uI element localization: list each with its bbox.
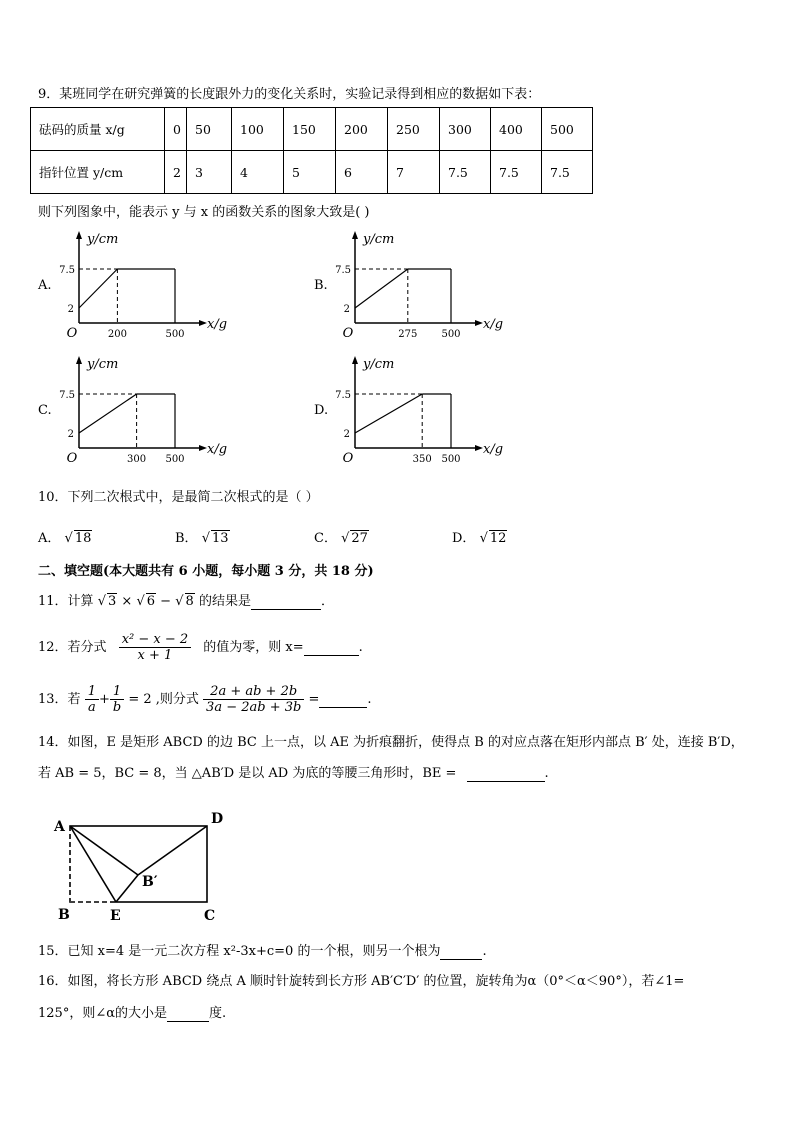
option-letter-c[interactable]: C. [38, 403, 52, 418]
x-axis-label: x/g [483, 317, 504, 332]
q16-end: 度. [209, 1006, 227, 1021]
tick-label-500: 500 [165, 454, 185, 465]
q14-line1: 14．如图，E 是矩形 ABCD 的边 BC 上一点，以 AE 为折痕翻折，使得点 B 的对应点落在矩形内部点 B′ 处，连接 B′D， [38, 735, 744, 750]
rising-segment [355, 269, 408, 308]
numerator: 1 [110, 684, 124, 700]
tick-label-7-5: 7.5 [335, 390, 351, 401]
option-letter-d[interactable]: D. [314, 403, 329, 418]
q16-line2-text: 125°，则∠α的大小是 [38, 1006, 167, 1021]
y-axis-label: y/cm [87, 357, 119, 372]
answer-blank[interactable] [304, 640, 359, 656]
q12-end: . [358, 640, 363, 655]
numerator: 2a + ab + 2b [203, 684, 304, 700]
tick-label-2: 2 [67, 304, 74, 315]
fraction [85, 684, 99, 715]
label-a: A [54, 819, 65, 835]
y-axis-label: y/cm [363, 232, 395, 247]
q9-question: 则下列图象中，能表示 y 与 x 的函数关系的图象大致是( ) [38, 205, 370, 220]
graph-option-d[interactable] [331, 350, 504, 470]
q14-figure [50, 805, 240, 925]
tick-label-2: 2 [67, 429, 74, 440]
fraction [110, 684, 124, 715]
equals-sign: = [308, 692, 320, 707]
q13-end: . [367, 692, 372, 707]
radicand: 27 [351, 531, 368, 546]
q14-line2-text: 若 AB = 5，BC = 8，当 △AB′D 是以 AD 为底的等腰三角形时，BE = [38, 766, 457, 781]
q11 [38, 590, 334, 610]
numerator: 1 [85, 684, 99, 700]
tick-label-500: 500 [441, 454, 461, 465]
origin-label: O [66, 451, 78, 466]
table-cell: 4 [232, 151, 284, 194]
q15-text: 15．已知 x=4 是一元二次方程 x²-3x+c=0 的一个根，则另一个根为 [38, 944, 441, 959]
table-cell: 150 [284, 108, 336, 151]
q13-condition: = 2 ,则分式 [128, 692, 199, 707]
q12-suffix: 的值为零，则 x= [203, 640, 304, 655]
denominator: x + 1 [137, 648, 173, 663]
q16-line1: 16．如图，将长方形 ABCD 绕点 A 顺时针旋转到长方形 AB′C′D′ 的位置，旋转角为α（0°＜α＜90°），若∠1= [38, 974, 685, 989]
q9-data-table [30, 107, 593, 194]
line-ab-prime [70, 826, 138, 875]
radicand: 12 [489, 531, 507, 546]
origin-label: O [342, 326, 354, 341]
y-axis-arrow-icon [352, 356, 358, 364]
table-cell: 5 [284, 151, 336, 194]
q10-option-b[interactable] [175, 527, 230, 546]
q12-prefix: 12．若分式 [38, 640, 107, 655]
table-cell: 3 [187, 151, 232, 194]
q12 [38, 632, 363, 663]
table-cell: 100 [232, 108, 284, 151]
row1-label: 砝码的质量 x/g [31, 108, 165, 151]
table-row-mass [31, 108, 593, 151]
radical-icon: √ [341, 531, 350, 546]
tick-label-break: 275 [398, 329, 418, 340]
numerator: x² − x − 2 [119, 632, 191, 648]
option-letter: C． [314, 531, 337, 546]
answer-blank[interactable] [467, 766, 545, 782]
line-b-prime-d [138, 826, 207, 875]
fraction [203, 684, 304, 715]
line-ae [70, 826, 116, 902]
option-letter: D． [452, 531, 476, 546]
radical-icon: √ [175, 594, 184, 609]
table-cell: 500 [542, 108, 593, 151]
option-letter: A． [38, 531, 61, 546]
tick-label-500: 500 [441, 329, 461, 340]
graph-option-c[interactable] [55, 350, 228, 470]
q11-suffix: 的结果是 [198, 594, 251, 609]
answer-blank[interactable] [319, 692, 367, 708]
q10-stem: 10．下列二次根式中，是最简二次根式的是（ ） [38, 490, 319, 505]
denominator: a [87, 700, 96, 715]
tick-label-2: 2 [343, 429, 350, 440]
tick-label-break: 350 [412, 454, 432, 465]
answer-blank[interactable] [440, 944, 482, 960]
tick-label-2: 2 [343, 304, 350, 315]
q14-line2 [38, 762, 549, 782]
radicand: 3 [107, 594, 117, 609]
tick-label-break: 200 [107, 329, 127, 340]
q14-end: . [544, 766, 549, 781]
radical-icon: √ [64, 531, 73, 546]
rising-segment [79, 269, 117, 308]
radicand: 8 [185, 594, 194, 609]
radical-icon: √ [201, 531, 210, 546]
table-cell: 300 [440, 108, 491, 151]
denominator: b [112, 700, 122, 715]
x-axis-arrow-icon [475, 445, 483, 451]
x-axis-label: x/g [207, 442, 228, 457]
q13-prefix: 13．若 [38, 692, 81, 707]
option-letter: B． [175, 531, 198, 546]
plus-sign: + [98, 692, 110, 707]
label-d: D [211, 811, 224, 827]
y-axis-arrow-icon [352, 231, 358, 239]
table-cell: 50 [187, 108, 232, 151]
radicand: 18 [74, 531, 92, 546]
graph-option-b[interactable] [331, 225, 504, 345]
rising-segment [355, 394, 422, 433]
fraction [119, 632, 191, 663]
q9-stem: 9．某班同学在研究弹簧的长度跟外力的变化关系时，实验记录得到相应的数据如下表： [38, 87, 541, 102]
radicand: 13 [212, 531, 229, 546]
label-e: E [110, 908, 121, 924]
origin-label: O [342, 451, 354, 466]
radical-icon: √ [97, 594, 106, 609]
q13 [38, 684, 372, 715]
option-letter-b[interactable]: B. [314, 278, 328, 293]
q10-option-a[interactable] [38, 527, 92, 546]
x-axis-arrow-icon [475, 320, 483, 326]
row2-label: 指针位置 y/cm [31, 151, 165, 194]
q11-end: ． [320, 594, 334, 609]
tick-label-7-5: 7.5 [335, 265, 351, 276]
radical-icon: √ [136, 594, 145, 609]
table-cell: 400 [491, 108, 542, 151]
section-title: 二、填空题(本大题共有 6 小题，每小题 3 分，共 18 分) [38, 564, 374, 579]
y-axis-arrow-icon [76, 356, 82, 364]
tick-label-break: 300 [127, 454, 147, 465]
table-row-position [31, 151, 593, 194]
minus-sign: − [160, 594, 172, 609]
q10-option-d[interactable] [452, 527, 507, 546]
y-axis-arrow-icon [76, 231, 82, 239]
graph-option-a[interactable] [55, 225, 228, 345]
label-b-prime: B′ [142, 874, 158, 890]
y-axis-label: y/cm [363, 357, 395, 372]
radical-icon: √ [479, 531, 488, 546]
rising-segment [79, 394, 137, 433]
times-sign: × [121, 594, 133, 609]
label-c: C [204, 908, 216, 924]
q16-line2 [38, 1002, 226, 1022]
table-cell: 7.5 [440, 151, 491, 194]
answer-blank[interactable] [167, 1006, 209, 1022]
x-axis-arrow-icon [199, 320, 207, 326]
origin-label: O [66, 326, 78, 341]
answer-blank[interactable] [251, 594, 321, 610]
q11-prefix: 11．计算 [38, 594, 94, 609]
rectangle-abcd [70, 826, 207, 902]
q15 [38, 940, 487, 960]
table-cell: 200 [336, 108, 388, 151]
x-axis-arrow-icon [199, 445, 207, 451]
tick-label-7-5: 7.5 [59, 390, 75, 401]
y-axis-label: y/cm [87, 232, 119, 247]
table-cell: 7 [388, 151, 440, 194]
table-cell: 7.5 [491, 151, 542, 194]
option-letter-a[interactable]: A. [38, 278, 52, 293]
table-cell: 6 [336, 151, 388, 194]
table-cell: 7.5 [542, 151, 593, 194]
denominator: 3a − 2ab + 3b [206, 700, 302, 715]
table-cell: 250 [388, 108, 440, 151]
tick-label-500: 500 [165, 329, 185, 340]
q15-end: . [482, 944, 487, 959]
q10-option-c[interactable] [314, 527, 369, 546]
tick-label-7-5: 7.5 [59, 265, 75, 276]
table-cell: 2 [165, 151, 187, 194]
radicand: 6 [146, 594, 156, 609]
line-eb-prime [116, 875, 138, 902]
table-cell: 0 [165, 108, 187, 151]
label-b: B [58, 907, 70, 923]
x-axis-label: x/g [483, 442, 504, 457]
x-axis-label: x/g [207, 317, 228, 332]
